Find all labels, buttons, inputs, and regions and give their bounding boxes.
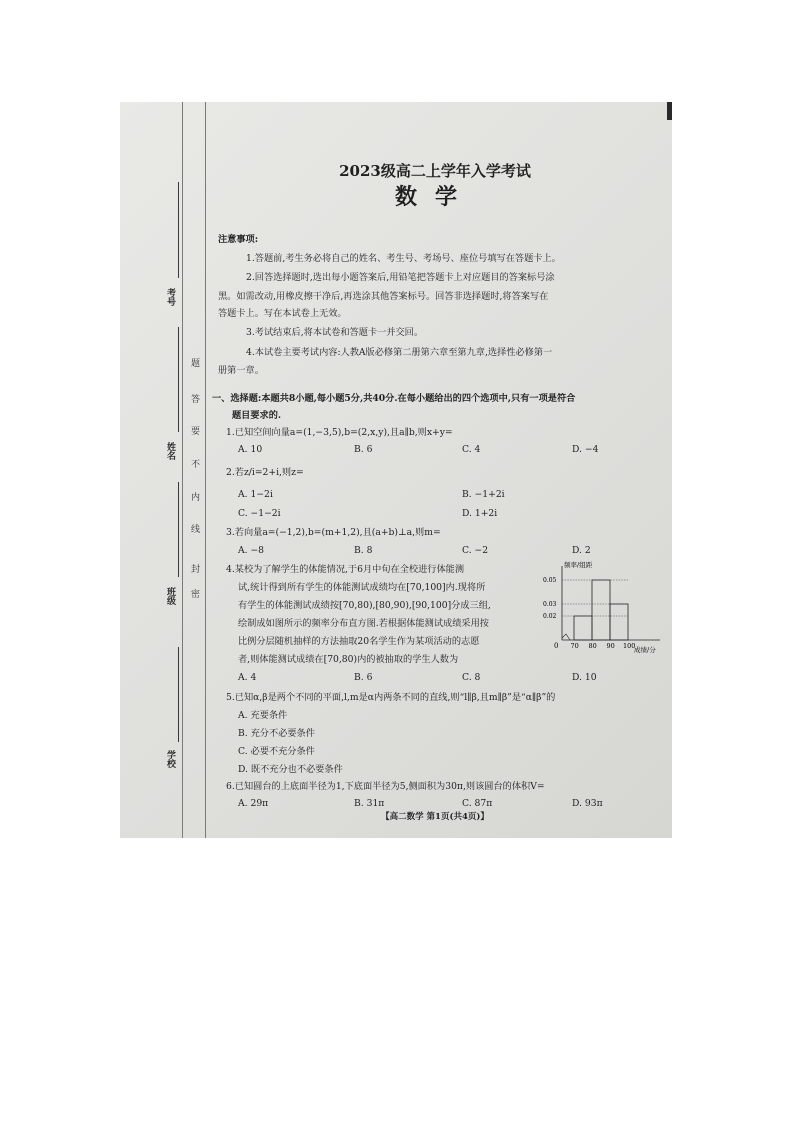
xingming-underline <box>178 327 179 432</box>
exam-paper-photo <box>120 102 672 838</box>
exam-title: 2023级高二上学年入学考试 <box>339 162 531 180</box>
q4-line-5: 比例分层随机抽样的方法抽取20名学生作为某项活动的志愿 <box>238 636 480 647</box>
q4-line-3: 有学生的体能测试成绩按[70,80),[80,90),[90,100]分成三组, <box>238 600 491 611</box>
y-tick-label-3: 0.02 <box>543 613 557 620</box>
q2-option-d: D. 1+2i <box>462 508 498 519</box>
q4-line-4: 绘制成如图所示的频率分布直方图.若根据体能测试成绩采用按 <box>238 618 489 629</box>
q5-option-a: A. 充要条件 <box>238 710 288 721</box>
seal-char-7: 答 <box>191 395 201 405</box>
x-tick-label-4: 100 <box>623 642 636 650</box>
section1-heading: 一、选择题:本题共8小题,每小题5分,共40分.在每小题给出的四个选项中,只有一项是符合 <box>212 393 576 404</box>
x-tick-label-1: 70 <box>570 642 579 650</box>
exam-subject: 数学 <box>394 184 475 210</box>
q6-stem: 6.已知圆台的上底面半径为1,下底面半径为5,侧面积为30π,则该圆台的体积V= <box>226 781 545 792</box>
binding-line-outer <box>182 102 183 838</box>
q4-line-6: 者,则体能测试成绩在[70,80)内的被抽取的学生人数为 <box>238 654 459 665</box>
notice-line-3: 黑。如需改动,用橡皮擦干净后,再选涂其他答案标号。回答非选择题时,将答案写在 <box>218 291 549 302</box>
notice-line-7: 册第一章。 <box>218 365 264 376</box>
q6-option-a: A. 29π <box>238 798 269 809</box>
xingming-label: 姓名 <box>165 442 175 460</box>
x-tick-label-2: 80 <box>588 642 597 650</box>
q4-line-2: 试,统计得到所有学生的体能测试成绩均在[70,100]内.现将所 <box>238 582 486 593</box>
xuexiao-label: 学校 <box>165 750 175 768</box>
q2-option-b: B. −1+2i <box>462 489 505 500</box>
q1-option-a: A. 10 <box>238 444 263 455</box>
notice-line-2: 2.回答选择题时,选出每小题答案后,用铅笔把答题卡上对应题目的答案标号涂 <box>246 272 555 283</box>
banji-label: 班级 <box>165 587 175 605</box>
q5-option-b: B. 充分不必要条件 <box>238 728 315 739</box>
seal-char-8: 题 <box>191 359 201 369</box>
seal-char-2: 封 <box>191 565 201 575</box>
seal-char-6: 要 <box>191 427 201 437</box>
banji-underline <box>178 482 179 577</box>
q4-option-a: A. 4 <box>238 672 257 683</box>
q5-option-c: C. 必要不充分条件 <box>238 746 315 757</box>
histogram-chart <box>543 560 667 654</box>
q2-option-a: A. 1−2i <box>238 489 273 500</box>
q1-stem: 1.已知空间向量a=(1,−3,5),b=(2,x,y),且a∥b,则x+y= <box>226 427 453 438</box>
kaohao-label: 考号 <box>165 288 175 306</box>
y-tick-label-2: 0.03 <box>543 601 557 608</box>
q3-option-a: A. −8 <box>238 545 265 556</box>
q1-option-c: C. 4 <box>462 444 481 455</box>
q5-stem: 5.已知α,β是两个不同的平面,l,m是α内两条不同的直线,则“l∥β,且m∥β”是“α∥β”的 <box>226 692 556 703</box>
q4-option-c: C. 8 <box>462 672 481 683</box>
x-tick-label-3: 90 <box>606 642 615 650</box>
q3-option-d: D. 2 <box>572 545 591 556</box>
page-footer: 【高二数学 第1页(共4页)】 <box>381 812 489 822</box>
notice-line-6: 4.本试卷主要考试内容:人教A版必修第二册第六章至第九章,选择性必修第一 <box>246 347 553 358</box>
axis-break-mark <box>562 634 570 640</box>
y-axis-label: 频率/组距 <box>564 561 593 569</box>
histogram-bar-1 <box>574 616 592 640</box>
kaohao-underline <box>178 182 179 278</box>
q1-option-d: D. −4 <box>572 444 599 455</box>
q6-option-b: B. 31π <box>354 798 385 809</box>
notice-line-1: 1.答题前,考生务必将自己的姓名、考生号、考场号、座位号填写在答题卡上。 <box>246 253 561 264</box>
q4-option-b: B. 6 <box>354 672 373 683</box>
q2-option-c: C. −1−2i <box>238 508 281 519</box>
scan-edge <box>667 102 672 120</box>
q4-line-1: 4.某校为了解学生的体能情况,于6月中旬在全校进行体能测 <box>226 564 465 575</box>
q4-option-d: D. 10 <box>572 672 597 683</box>
histogram-bar-2 <box>592 580 610 640</box>
q3-stem: 3.若向量a=(−1,2),b=(m+1,2),且(a+b)⊥a,则m= <box>226 527 441 538</box>
q3-option-c: C. −2 <box>462 545 489 556</box>
section1-heading-cont: 题目要求的. <box>232 410 282 421</box>
notice-line-5: 3.考试结束后,将本试卷和答题卡一并交回。 <box>246 327 424 338</box>
q2-stem: 2.若z/i=2+i,则z= <box>226 467 304 478</box>
notice-heading: 注意事项: <box>218 234 259 245</box>
y-tick-label-1: 0.05 <box>543 577 557 584</box>
seal-char-3: 线 <box>191 525 201 535</box>
q6-option-c: C. 87π <box>462 798 493 809</box>
notice-line-4: 答题卡上。写在本试卷上无效。 <box>218 308 347 319</box>
q6-option-d: D. 93π <box>572 798 603 809</box>
q3-option-b: B. 8 <box>354 545 373 556</box>
origin-label: 0 <box>554 642 559 650</box>
binding-line-inner <box>205 102 206 838</box>
q5-option-d: D. 既不充分也不必要条件 <box>238 764 343 775</box>
xuexiao-underline <box>178 647 179 742</box>
seal-char-1: 密 <box>191 590 201 600</box>
x-axis-label: 成绩/分 <box>634 646 656 654</box>
histogram-bar-3 <box>610 604 628 640</box>
seal-char-5: 不 <box>191 460 201 470</box>
seal-char-4: 内 <box>191 493 201 503</box>
q1-option-b: B. 6 <box>354 444 373 455</box>
